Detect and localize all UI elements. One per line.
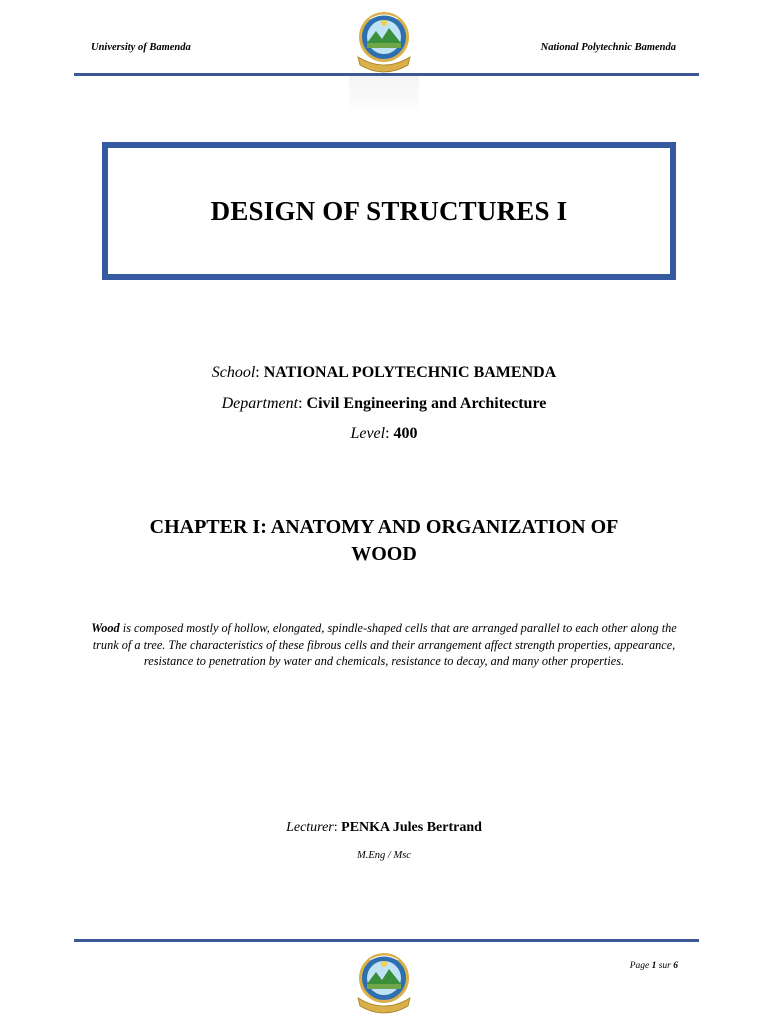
page-total: 6 [673, 961, 678, 971]
department-line: Department: Civil Engineering and Architecture [221, 395, 547, 412]
university-seal-icon [352, 9, 416, 75]
university-seal-icon [352, 950, 416, 1016]
page-word: Page [629, 961, 652, 971]
level-line: Level: 400 [350, 425, 418, 442]
school-value: NATIONAL POLYTECHNIC BAMENDA [263, 364, 557, 381]
footer-rule [74, 939, 699, 942]
chapter-heading [94, 514, 674, 568]
department-value: Civil Engineering and Architecture [306, 395, 547, 412]
header-right-text: National Polytechnic Bamenda [540, 42, 676, 53]
intro-paragraph [90, 620, 678, 670]
header-left-text: University of Bamenda [91, 42, 191, 53]
level-label: Level [350, 425, 386, 442]
intro-lead-word: Wood [91, 621, 120, 635]
seal-reflection [349, 76, 419, 116]
page-number [630, 961, 678, 971]
department-label: Department [221, 395, 299, 412]
chapter-heading-line2: WOOD [351, 543, 417, 565]
school-line: School: NATIONAL POLYTECHNIC BAMENDA [211, 364, 557, 381]
page-current: 1 [651, 961, 657, 971]
lecturer-label: Lecturer [286, 820, 334, 835]
lecturer-degree: M.Eng / Msc [357, 850, 411, 861]
school-label: School [211, 364, 256, 381]
page-separator: sur [656, 961, 674, 971]
lecturer-name: PENKA Jules Bertrand [341, 820, 482, 835]
header-rule [74, 73, 699, 76]
chapter-heading-line1: CHAPTER I: ANATOMY AND ORGANIZATION OF [149, 516, 619, 538]
document-title: DESIGN OF STRUCTURES I [210, 195, 568, 226]
level-value: 400 [393, 425, 418, 442]
title-frame [102, 142, 676, 280]
intro-body: is composed mostly of hollow, elongated, spindle-shaped cells that are arranged parallel to each other along the trunk of a tree. The characteristics of these fibrous cells and their arrangement affect strength properties, appearance, resistance to penetration by water and chemicals, resistance to decay, and many other properties. [92, 621, 677, 668]
lecturer-line: Lecturer: PENKA Jules Bertrand [286, 820, 482, 835]
